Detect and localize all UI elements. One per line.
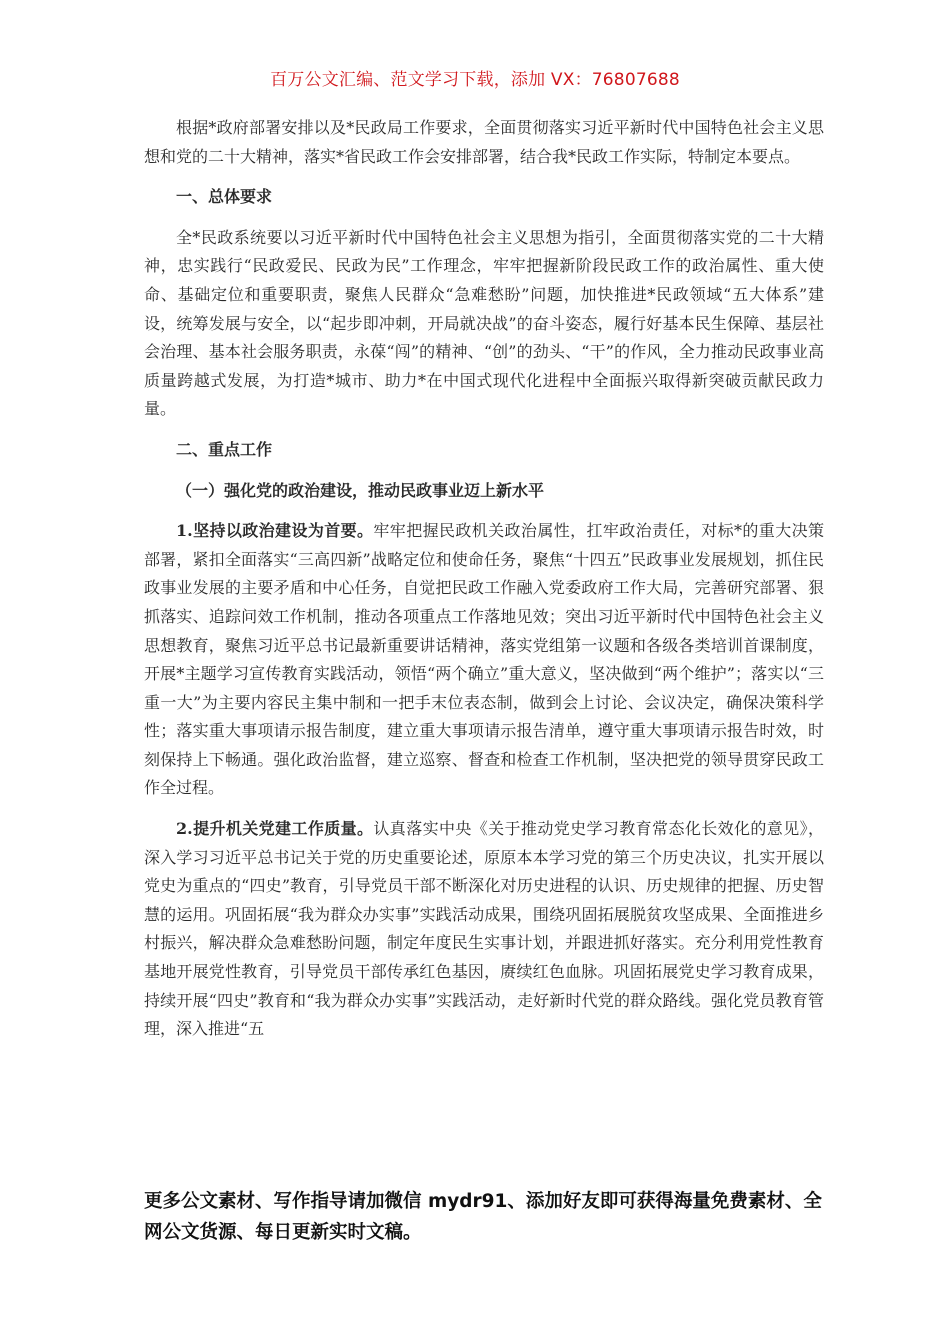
subsection-heading-party-building: （一）强化党的政治建设，推动民政事业迈上新水平 (176, 480, 545, 500)
item-paragraph-1 (144, 517, 824, 803)
item-1-lead: 1.坚持以政治建设为首要。 (176, 521, 374, 541)
section-heading-key-work: 二、重点工作 (176, 439, 273, 459)
item-paragraph-2 (144, 815, 824, 1044)
item-1-text: 牢牢把握民政机关政治属性，扛牢政治责任，对标*的重大决策部署，紧扣全面落实“三高四新”战略定位和使命任务，聚焦“十四五”民政事业发展规划，抓住民政事业发展的主要矛盾和中心任务，自觉把民政工作融入党委政府工作大局，完善研究部署、狠抓落实、追踪问效工作机制，推动各项重点工作落地见效；突出习近平新时代中国特色社会主义思想教育，聚焦习近平总书记最新重要讲话精神，落实党组第一议题和各级各类培训首课制度，开展*主题学习宣传教育实践活动，领悟“两个确立”重大意义，坚决做到“两个维护”；落实以“三重一大”为主要内容民主集中制和一把手末位表态制，做到会上讨论、会议决定，确保决策科学性；落实重大事项请示报告制度，建立重大事项请示报告清单，遵守重大事项请示报告时效，时刻保持上下畅通。强化政治监督，建立巡察、督查和检查工作机制，坚决把党的领导贯穿民政工作全过程。 (144, 521, 824, 798)
item-2-lead: 2.提升机关党建工作质量。 (176, 819, 374, 839)
overall-requirements-paragraph: 全*民政系统要以习近平新时代中国特色社会主义思想为指引，全面贯彻落实党的二十大精神，忠实践行“民政爱民、民政为民”工作理念，牢牢把握新阶段民政工作的政治属性、重大使命、基础定位和重要职责，聚焦人民群众“急难愁盼”问题，加快推进*民政领域“五大体系”建设，统筹发展与安全，以“起步即冲刺，开局就决战”的奋斗姿态，履行好基本民生保障、基层社会治理、基本社会服务职责，永葆“闯”的精神、“创”的劲头、“干”的作风，全力推动民政事业高质量跨越式发展，为打造*城市、助力*在中国式现代化进程中全面振兴取得新突破贡献民政力量。 (144, 227, 824, 419)
section-heading-overall: 一、总体要求 (176, 187, 273, 207)
item-2-text: 认真落实中央《关于推动党史学习教育常态化长效化的意见》，深入学习习近平总书记关于党的历史重要论述，原原本本学习党的第三个历史决议，扎实开展以党史为重点的“四史”教育，引导党员干部不断深化对历史进程的认识、历史规律的把握、历史智慧的运用。巩固拓展“我为群众办实事”实践活动成果，围绕巩固拓展脱贫攻坚成果、全面推进乡村振兴，解决群众急难愁盼问题，制定年度民生实事计划，并跟进抓好落实。充分利用党性教育基地开展党性教育，引导党员干部传承红色基因，赓续红色血脉。巩固拓展党史学习教育成果，持续开展“四史”教育和“我为群众办实事”实践活动，走好新时代党的群众路线。强化党员教育管理，深入推进“五 (144, 819, 824, 1039)
intro-paragraph: 根据*政府部署安排以及*民政局工作要求，全面贯彻落实习近平新时代中国特色社会主义思想和党的二十大精神，落实*省民政工作会安排部署，结合我*民政工作实际，特制定本要点。 (144, 118, 824, 166)
header-ad-banner: 百万公文汇编、范文学习下载，添加 VX：76807688 (270, 70, 680, 90)
footer-ad-banner: 更多公文素材、写作指导请加微信 mydr91、添加好友即可获得海量免费素材、全网公文货源、每日更新实时文稿。 (144, 1191, 822, 1243)
document-body (144, 114, 824, 1044)
